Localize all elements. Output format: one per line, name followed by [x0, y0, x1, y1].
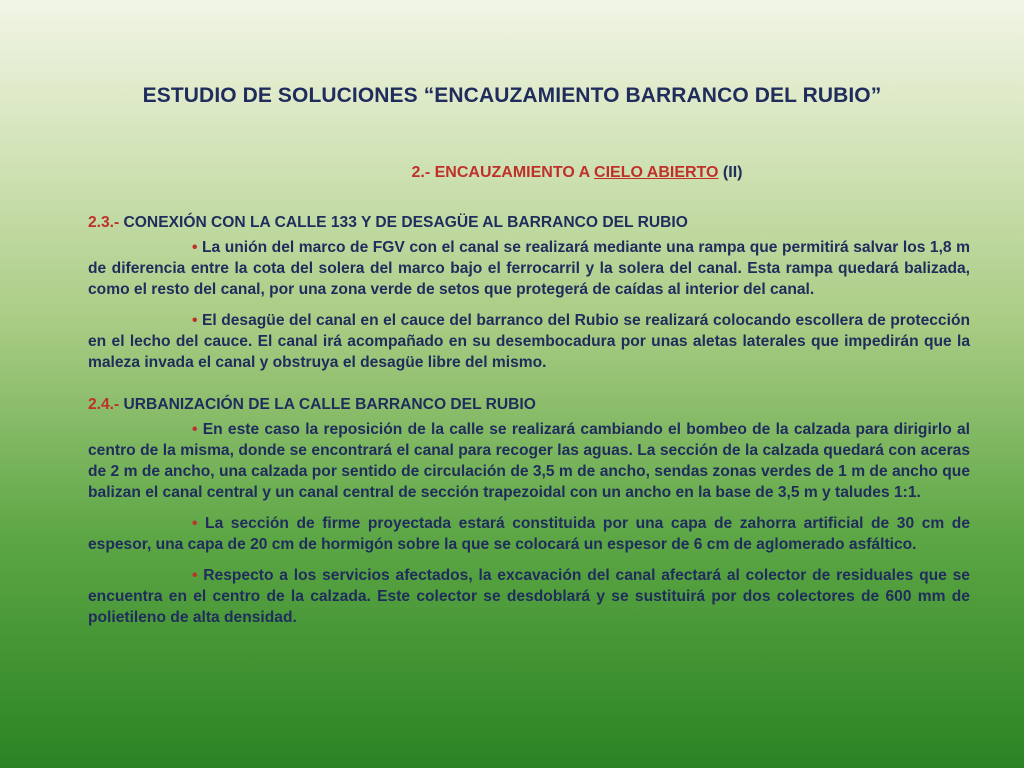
- spacer: [88, 373, 970, 394]
- subtitle-suffix: (II): [718, 164, 743, 181]
- paragraph-text: En este caso la reposición de la calle se realizará cambiando el bombeo de la calzada para dirigirlo al centro de la misma, donde se encontrará el canal para recoger las aguas. La sección de la calzada quedará con aceras de 2 m de ancho, una calzada por sentido de circulación de 3,5 m de ancho, sendas zonas verdes de 1 m de ancho que balizan el canal central y un canal central de sección trapezoidal con un ancho en la base de 3,5 m y taludes 1:1.: [88, 421, 970, 501]
- bullet-icon: •: [192, 239, 198, 256]
- paragraph: [88, 565, 970, 628]
- subtitle-underlined: CIELO ABIERTO: [594, 164, 719, 181]
- paragraph: [88, 419, 970, 503]
- paragraph-text: Respecto a los servicios afectados, la excavación del canal afectará al colector de residuales que se encuentra en el centro de la calzada. Este colector se desdoblará y se sustituirá por dos colectores de 600 mm de polietileno de alta densidad.: [88, 567, 970, 626]
- paragraph: [88, 513, 970, 555]
- bullet-icon: •: [192, 567, 198, 584]
- bullet-icon: •: [192, 515, 198, 532]
- section-subtitle: [0, 164, 1024, 182]
- paragraph: [88, 310, 970, 373]
- section-number: 2.3.-: [88, 214, 120, 231]
- page-title: ESTUDIO DE SOLUCIONES “ENCAUZAMIENTO BARRANCO DEL RUBIO”: [142, 84, 882, 107]
- paragraph-text: La unión del marco de FGV con el canal se realizará mediante una rampa que permitirá salvar los 1,8 m de diferencia entre la cota del solera del marco bajo el ferrocarril y la solera del canal. Esta rampa quedará balizada, como el resto del canal, por una zona verde de setos que protegerá de caídas al interior del canal.: [88, 239, 970, 298]
- paragraph: [88, 237, 970, 300]
- subtitle-prefix: 2.- ENCAUZAMIENTO A: [411, 164, 595, 181]
- section-heading-text: URBANIZACIÓN DE LA CALLE BARRANCO DEL RUBIO: [119, 396, 536, 413]
- section-heading-2-4: [88, 394, 970, 415]
- section-heading-text: CONEXIÓN CON LA CALLE 133 Y DE DESAGÜE AL BARRANCO DEL RUBIO: [119, 214, 688, 231]
- bullet-icon: •: [192, 421, 198, 438]
- section-number: 2.4.-: [88, 396, 120, 413]
- section-heading-2-3: [88, 212, 970, 233]
- content-body: [88, 212, 970, 628]
- paragraph-text: El desagüe del canal en el cauce del barranco del Rubio se realizará colocando escollera de protección en el lecho del cauce. El canal irá acompañado en su desembocadura por unas aletas laterales que impedirán que la maleza invada el canal y obstruya el desagüe libre del mismo.: [88, 312, 970, 371]
- bullet-icon: •: [192, 312, 198, 329]
- paragraph-text: La sección de firme proyectada estará constituida por una capa de zahorra artificial de 30 cm de espesor, una capa de 20 cm de hormigón sobre la que se colocará un espesor de 6 cm de aglomerado asfáltico.: [88, 515, 970, 553]
